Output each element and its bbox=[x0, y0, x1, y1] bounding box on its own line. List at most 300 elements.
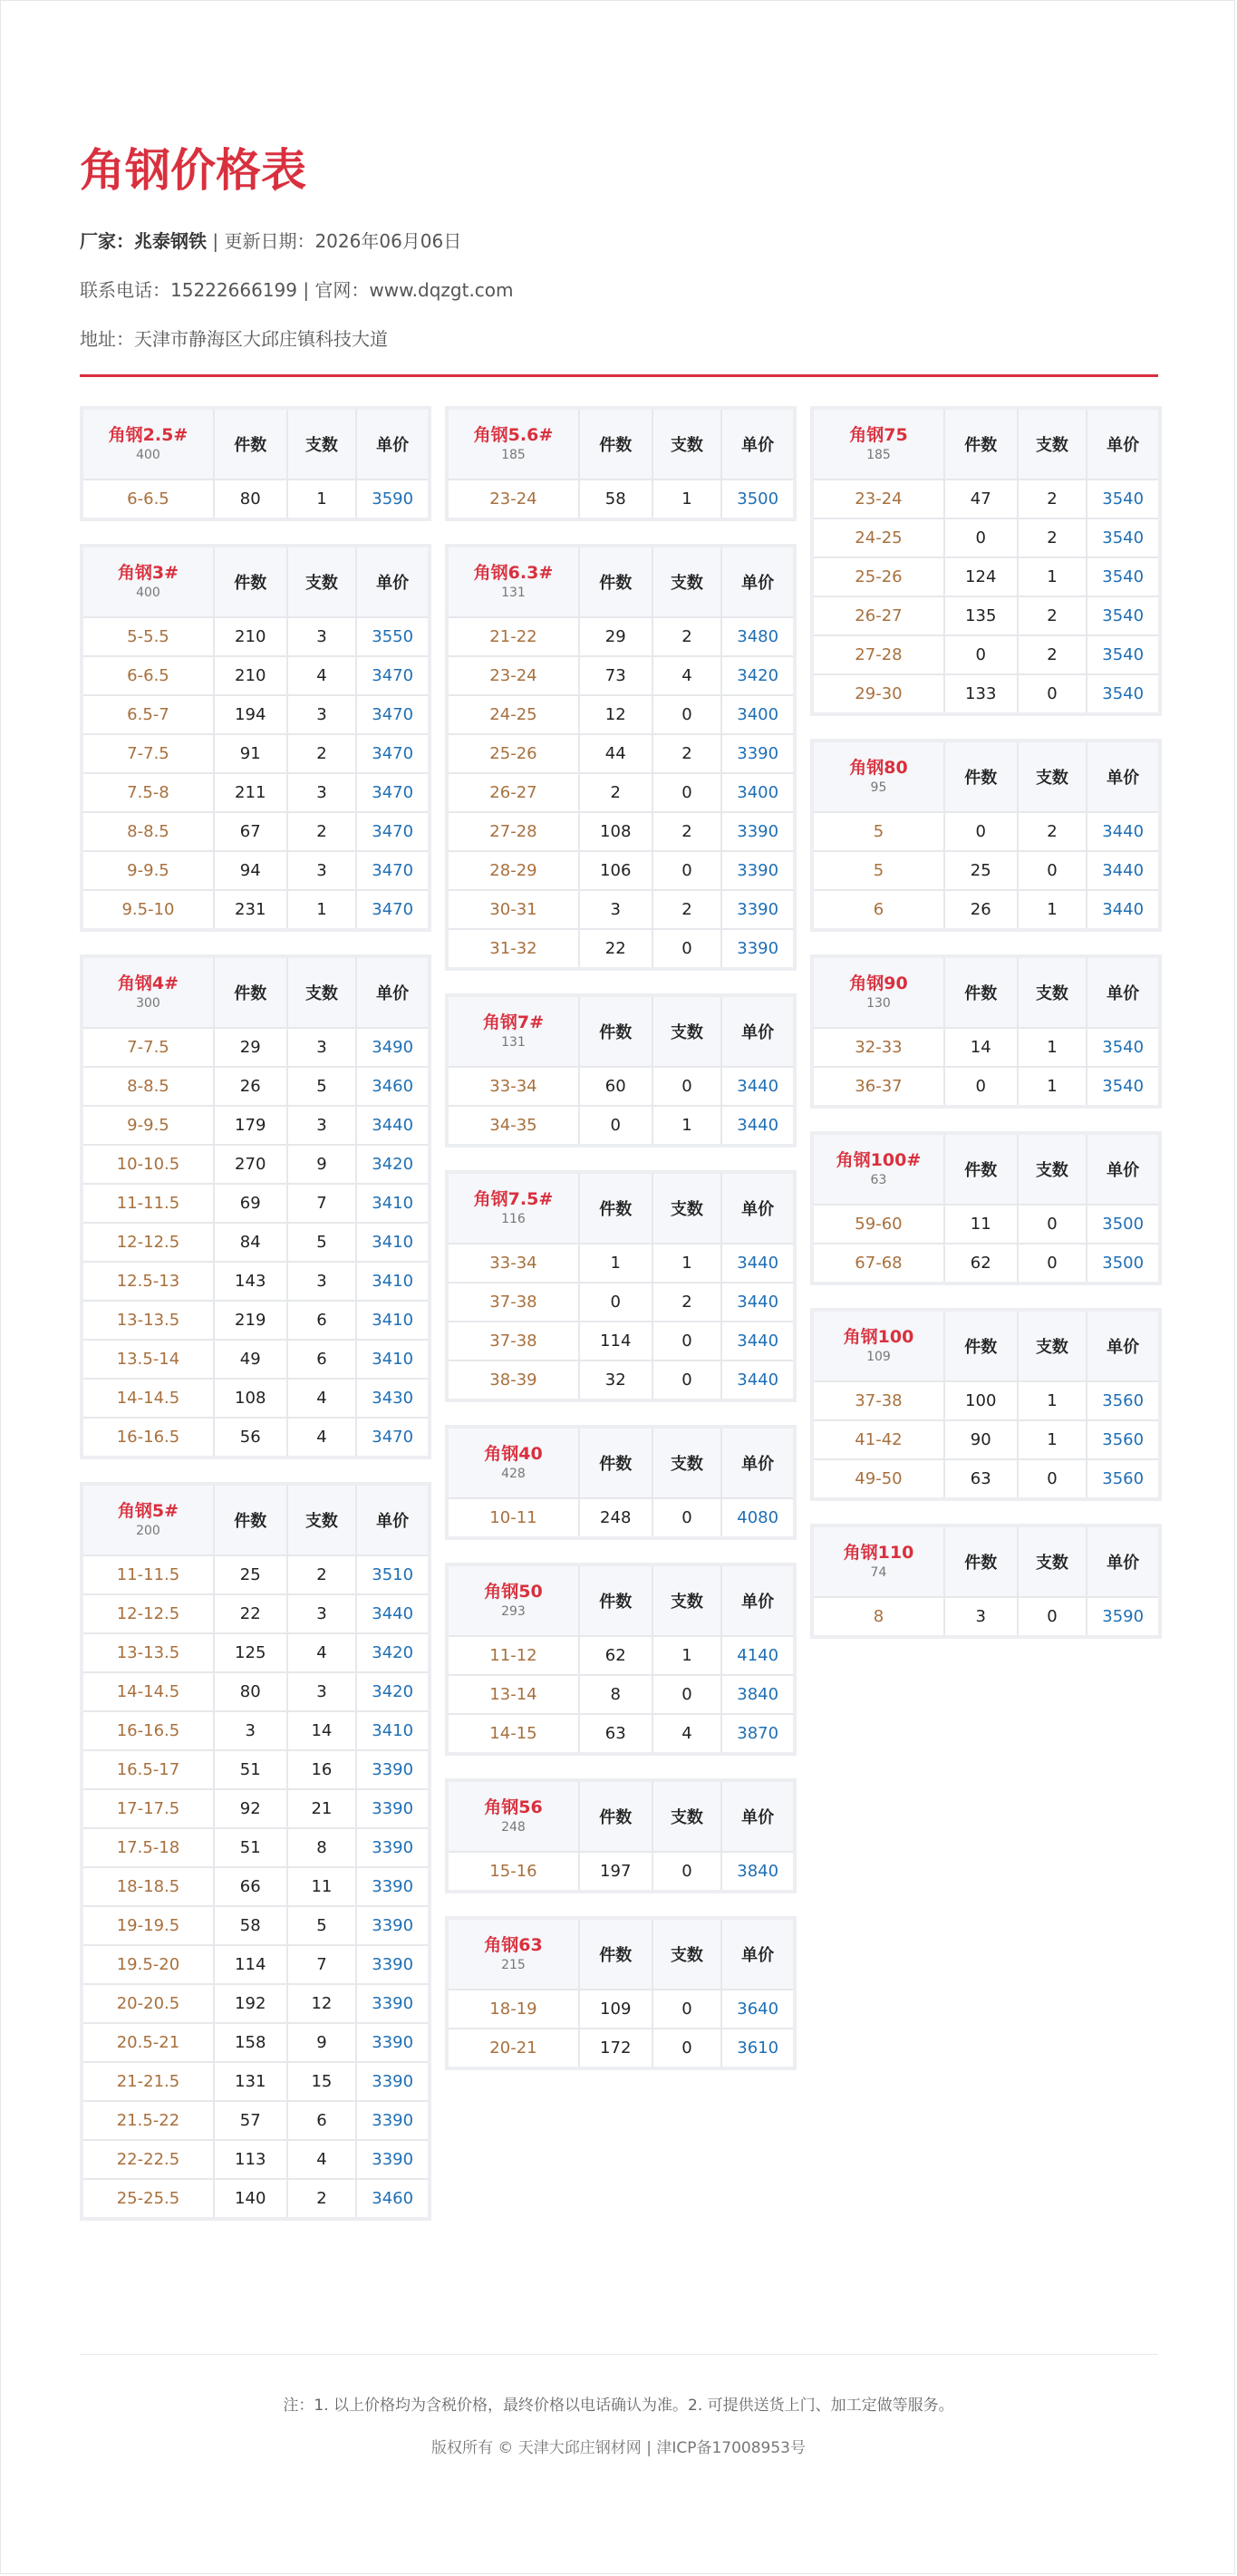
table-row bbox=[447, 890, 795, 929]
count-cell: 0 bbox=[652, 1322, 722, 1361]
pieces-cell: 58 bbox=[214, 1906, 287, 1945]
pieces-cell: 143 bbox=[214, 1262, 287, 1301]
count-cell: 11 bbox=[287, 1867, 357, 1906]
spec-cell: 33-34 bbox=[447, 1067, 579, 1106]
table-row bbox=[812, 1420, 1160, 1459]
pieces-cell: 108 bbox=[214, 1379, 287, 1418]
table-row bbox=[82, 1711, 430, 1750]
spec-cell: 10-11 bbox=[447, 1498, 579, 1538]
table-row bbox=[447, 1322, 795, 1361]
price-cell: 3470 bbox=[356, 773, 430, 812]
table-row bbox=[812, 1597, 1160, 1637]
table-row bbox=[82, 1672, 430, 1711]
price-cell: 3590 bbox=[1087, 1597, 1160, 1637]
table-row bbox=[447, 1990, 795, 2029]
product-name: 角钢6.3# bbox=[473, 563, 554, 583]
pieces-cell: 29 bbox=[579, 617, 652, 656]
count-cell: 3 bbox=[287, 1106, 357, 1145]
spec-cell: 23-24 bbox=[447, 479, 579, 519]
product-total: 400 bbox=[136, 448, 160, 462]
table-title-cell bbox=[812, 408, 944, 479]
product-total: 131 bbox=[501, 586, 526, 600]
header-count: 支数 bbox=[287, 956, 357, 1028]
count-cell: 2 bbox=[287, 812, 357, 851]
pieces-cell: 94 bbox=[214, 851, 287, 890]
price-cell: 3440 bbox=[721, 1361, 795, 1400]
pieces-cell: 135 bbox=[944, 596, 1018, 635]
header-pieces: 件数 bbox=[214, 546, 287, 617]
product-total: 248 bbox=[501, 1820, 526, 1835]
count-cell: 3 bbox=[287, 695, 357, 734]
pieces-cell: 58 bbox=[579, 479, 652, 519]
count-cell: 0 bbox=[652, 1067, 722, 1106]
pieces-cell: 47 bbox=[944, 479, 1018, 518]
table-row bbox=[447, 1067, 795, 1106]
table-row bbox=[82, 1262, 430, 1301]
count-cell: 8 bbox=[287, 1828, 357, 1867]
pieces-cell: 0 bbox=[944, 812, 1018, 851]
pieces-cell: 0 bbox=[944, 635, 1018, 674]
spec-cell: 10-10.5 bbox=[82, 1145, 214, 1184]
header-count: 支数 bbox=[652, 1564, 722, 1636]
count-cell: 5 bbox=[287, 1067, 357, 1106]
count-cell: 0 bbox=[652, 1361, 722, 1400]
price-table bbox=[80, 954, 431, 1459]
header-price: 单价 bbox=[721, 995, 795, 1067]
price-cell: 3440 bbox=[356, 1594, 430, 1633]
product-name: 角钢3# bbox=[117, 563, 179, 583]
spec-cell: 67-68 bbox=[812, 1244, 944, 1283]
header-count: 支数 bbox=[287, 1484, 357, 1555]
table-row bbox=[447, 1714, 795, 1754]
pieces-cell: 69 bbox=[214, 1184, 287, 1223]
price-table bbox=[445, 406, 797, 521]
product-name: 角钢2.5# bbox=[108, 425, 188, 445]
table-row bbox=[82, 1750, 430, 1789]
spec-cell: 8-8.5 bbox=[82, 1067, 214, 1106]
price-table bbox=[810, 406, 1162, 716]
table-title-cell bbox=[447, 1427, 579, 1498]
count-cell: 2 bbox=[652, 1283, 722, 1322]
price-cell: 3440 bbox=[721, 1244, 795, 1283]
count-cell: 3 bbox=[287, 1262, 357, 1301]
pieces-cell: 84 bbox=[214, 1223, 287, 1262]
count-cell: 1 bbox=[1018, 1028, 1087, 1067]
spec-cell: 19-19.5 bbox=[82, 1906, 214, 1945]
price-cell: 3390 bbox=[356, 1750, 430, 1789]
table-row bbox=[82, 479, 430, 519]
spec-cell: 5-5.5 bbox=[82, 617, 214, 656]
contact-line: 联系电话：15222666199 | 官网：www.dqzgt.com bbox=[80, 279, 514, 301]
spec-cell: 24-25 bbox=[812, 518, 944, 557]
pieces-cell: 124 bbox=[944, 557, 1018, 596]
price-table bbox=[445, 1170, 797, 1402]
price-cell: 3390 bbox=[356, 1984, 430, 2023]
spec-cell: 15-16 bbox=[447, 1852, 579, 1892]
header-price: 单价 bbox=[1087, 1310, 1160, 1381]
product-total: 400 bbox=[136, 586, 160, 600]
header-count: 支数 bbox=[287, 408, 357, 479]
table-row bbox=[447, 1106, 795, 1146]
spec-cell: 13-13.5 bbox=[82, 1301, 214, 1340]
table-row bbox=[82, 2101, 430, 2140]
spec-cell: 17-17.5 bbox=[82, 1789, 214, 1828]
table-row bbox=[82, 2179, 430, 2219]
table-title-cell bbox=[82, 546, 214, 617]
spec-cell: 12-12.5 bbox=[82, 1594, 214, 1633]
table-row bbox=[447, 1675, 795, 1714]
pieces-cell: 172 bbox=[579, 2029, 652, 2068]
count-cell: 4 bbox=[652, 656, 722, 695]
header-price: 单价 bbox=[356, 546, 430, 617]
pieces-cell: 62 bbox=[579, 1636, 652, 1675]
table-title-cell bbox=[447, 995, 579, 1067]
header-count: 支数 bbox=[1018, 956, 1087, 1028]
header-pieces: 件数 bbox=[944, 741, 1018, 812]
spec-cell: 9-9.5 bbox=[82, 851, 214, 890]
table-row bbox=[812, 1205, 1160, 1244]
price-cell: 3390 bbox=[356, 1867, 430, 1906]
header-pieces: 件数 bbox=[579, 1564, 652, 1636]
price-cell: 3500 bbox=[1087, 1244, 1160, 1283]
pieces-cell: 133 bbox=[944, 674, 1018, 714]
table-title-cell bbox=[812, 956, 944, 1028]
pieces-cell: 90 bbox=[944, 1420, 1018, 1459]
pieces-cell: 63 bbox=[944, 1459, 1018, 1499]
table-title-cell bbox=[82, 956, 214, 1028]
price-cell: 3420 bbox=[356, 1145, 430, 1184]
price-cell: 3470 bbox=[356, 890, 430, 930]
table-row bbox=[82, 734, 430, 773]
count-cell: 0 bbox=[652, 1675, 722, 1714]
price-cell: 3410 bbox=[356, 1340, 430, 1379]
price-cell: 3390 bbox=[356, 2140, 430, 2179]
spec-cell: 13-13.5 bbox=[82, 1633, 214, 1672]
price-table bbox=[445, 1916, 797, 2070]
header-divider bbox=[80, 374, 1158, 377]
spec-cell: 21-22 bbox=[447, 617, 579, 656]
price-cell: 3420 bbox=[356, 1633, 430, 1672]
price-cell: 3390 bbox=[356, 1906, 430, 1945]
spec-cell: 20.5-21 bbox=[82, 2023, 214, 2062]
count-cell: 7 bbox=[287, 1184, 357, 1223]
price-cell: 3390 bbox=[356, 2101, 430, 2140]
product-total: 130 bbox=[866, 996, 891, 1011]
price-table bbox=[445, 1563, 797, 1756]
pieces-cell: 73 bbox=[579, 656, 652, 695]
count-cell: 15 bbox=[287, 2062, 357, 2101]
product-name: 角钢7# bbox=[482, 1012, 545, 1032]
pieces-cell: 219 bbox=[214, 1301, 287, 1340]
count-cell: 3 bbox=[287, 617, 357, 656]
header-pieces: 件数 bbox=[214, 408, 287, 479]
product-name: 角钢63 bbox=[484, 1935, 543, 1955]
spec-cell: 18-18.5 bbox=[82, 1867, 214, 1906]
spec-cell: 28-29 bbox=[447, 851, 579, 890]
header-count: 支数 bbox=[1018, 1525, 1087, 1597]
pieces-cell: 125 bbox=[214, 1633, 287, 1672]
footer-divider bbox=[80, 2354, 1158, 2355]
spec-cell: 13.5-14 bbox=[82, 1340, 214, 1379]
table-row bbox=[447, 656, 795, 695]
pieces-cell: 3 bbox=[214, 1711, 287, 1750]
table-title-cell bbox=[447, 546, 579, 617]
table-row bbox=[82, 656, 430, 695]
pieces-cell: 106 bbox=[579, 851, 652, 890]
spec-cell: 19.5-20 bbox=[82, 1945, 214, 1984]
count-cell: 5 bbox=[287, 1223, 357, 1262]
count-cell: 0 bbox=[652, 1990, 722, 2029]
pieces-cell: 100 bbox=[944, 1381, 1018, 1420]
price-cell: 3470 bbox=[356, 656, 430, 695]
table-row bbox=[82, 1867, 430, 1906]
price-cell: 3500 bbox=[1087, 1205, 1160, 1244]
spec-cell: 23-24 bbox=[447, 656, 579, 695]
price-cell: 3540 bbox=[1087, 518, 1160, 557]
header-price: 单价 bbox=[356, 956, 430, 1028]
price-table bbox=[810, 1131, 1162, 1285]
pieces-cell: 32 bbox=[579, 1361, 652, 1400]
price-cell: 3480 bbox=[721, 617, 795, 656]
product-total: 95 bbox=[870, 780, 887, 795]
count-cell: 1 bbox=[1018, 1067, 1087, 1107]
count-cell: 2 bbox=[1018, 518, 1087, 557]
price-cell: 3460 bbox=[356, 1067, 430, 1106]
product-name: 角钢75 bbox=[849, 425, 908, 445]
pieces-cell: 22 bbox=[214, 1594, 287, 1633]
table-row bbox=[82, 1945, 430, 1984]
pieces-cell: 56 bbox=[214, 1418, 287, 1457]
pieces-cell: 0 bbox=[944, 518, 1018, 557]
price-cell: 3390 bbox=[721, 734, 795, 773]
spec-cell: 34-35 bbox=[447, 1106, 579, 1146]
header-price: 单价 bbox=[721, 408, 795, 479]
pieces-cell: 91 bbox=[214, 734, 287, 773]
spec-cell: 27-28 bbox=[812, 635, 944, 674]
price-cell: 3440 bbox=[721, 1283, 795, 1322]
header-price: 单价 bbox=[721, 1172, 795, 1244]
table-row bbox=[82, 617, 430, 656]
count-cell: 2 bbox=[1018, 596, 1087, 635]
price-cell: 3410 bbox=[356, 1262, 430, 1301]
price-cell: 3470 bbox=[356, 851, 430, 890]
table-row bbox=[812, 1459, 1160, 1499]
table-row bbox=[812, 635, 1160, 674]
pieces-cell: 51 bbox=[214, 1750, 287, 1789]
table-row bbox=[812, 1244, 1160, 1283]
table-row bbox=[82, 1340, 430, 1379]
pieces-cell: 25 bbox=[944, 851, 1018, 890]
count-cell: 0 bbox=[1018, 674, 1087, 714]
spec-cell: 37-38 bbox=[447, 1283, 579, 1322]
count-cell: 2 bbox=[1018, 812, 1087, 851]
pieces-cell: 108 bbox=[579, 812, 652, 851]
spec-cell: 23-24 bbox=[812, 479, 944, 518]
header-price: 单价 bbox=[1087, 408, 1160, 479]
product-total: 185 bbox=[501, 448, 526, 462]
table-title-cell bbox=[812, 1525, 944, 1597]
spec-cell: 17.5-18 bbox=[82, 1828, 214, 1867]
price-table bbox=[810, 954, 1162, 1109]
pieces-cell: 194 bbox=[214, 695, 287, 734]
pieces-cell: 158 bbox=[214, 2023, 287, 2062]
spec-cell: 26-27 bbox=[812, 596, 944, 635]
pieces-cell: 63 bbox=[579, 1714, 652, 1754]
header-price: 单价 bbox=[721, 1427, 795, 1498]
product-total: 131 bbox=[501, 1035, 526, 1050]
price-cell: 3390 bbox=[356, 1789, 430, 1828]
product-name: 角钢5.6# bbox=[473, 425, 554, 445]
table-row bbox=[812, 1067, 1160, 1107]
table-row bbox=[447, 1852, 795, 1892]
spec-cell: 6 bbox=[812, 890, 944, 930]
pieces-cell: 60 bbox=[579, 1067, 652, 1106]
header-price: 单价 bbox=[721, 546, 795, 617]
spec-cell: 49-50 bbox=[812, 1459, 944, 1499]
header-count: 支数 bbox=[1018, 408, 1087, 479]
spec-cell: 7.5-8 bbox=[82, 773, 214, 812]
pieces-cell: 80 bbox=[214, 479, 287, 519]
table-row bbox=[812, 812, 1160, 851]
spec-cell: 38-39 bbox=[447, 1361, 579, 1400]
count-cell: 0 bbox=[652, 1852, 722, 1892]
spec-cell: 20-21 bbox=[447, 2029, 579, 2068]
pieces-cell: 80 bbox=[214, 1672, 287, 1711]
price-cell: 3540 bbox=[1087, 674, 1160, 714]
header-count: 支数 bbox=[1018, 1310, 1087, 1381]
spec-cell: 6-6.5 bbox=[82, 656, 214, 695]
table-row bbox=[82, 1906, 430, 1945]
header-pieces: 件数 bbox=[944, 1525, 1018, 1597]
table-row bbox=[82, 1828, 430, 1867]
count-cell: 1 bbox=[1018, 557, 1087, 596]
pieces-cell: 114 bbox=[214, 1945, 287, 1984]
count-cell: 4 bbox=[287, 1418, 357, 1457]
spec-cell: 18-19 bbox=[447, 1990, 579, 2029]
header-pieces: 件数 bbox=[579, 1780, 652, 1852]
count-cell: 1 bbox=[1018, 1420, 1087, 1459]
header-price: 单价 bbox=[356, 408, 430, 479]
header-pieces: 件数 bbox=[944, 1133, 1018, 1205]
price-cell: 3390 bbox=[721, 929, 795, 969]
count-cell: 21 bbox=[287, 1789, 357, 1828]
price-cell: 3490 bbox=[356, 1028, 430, 1067]
header-count: 支数 bbox=[652, 1172, 722, 1244]
table-row bbox=[82, 2140, 430, 2179]
spec-cell: 9.5-10 bbox=[82, 890, 214, 930]
price-cell: 3560 bbox=[1087, 1381, 1160, 1420]
product-name: 角钢100# bbox=[836, 1150, 922, 1170]
count-cell: 14 bbox=[287, 1711, 357, 1750]
spec-cell: 33-34 bbox=[447, 1244, 579, 1283]
spec-cell: 30-31 bbox=[447, 890, 579, 929]
price-cell: 3440 bbox=[721, 1067, 795, 1106]
table-title-cell bbox=[812, 1310, 944, 1381]
pieces-cell: 248 bbox=[579, 1498, 652, 1538]
price-cell: 3840 bbox=[721, 1852, 795, 1892]
table-row bbox=[82, 695, 430, 734]
header-count: 支数 bbox=[1018, 1133, 1087, 1205]
table-row bbox=[82, 812, 430, 851]
header-count: 支数 bbox=[652, 546, 722, 617]
count-cell: 0 bbox=[652, 695, 722, 734]
table-row bbox=[82, 1633, 430, 1672]
header-price: 单价 bbox=[721, 1918, 795, 1990]
count-cell: 4 bbox=[287, 656, 357, 695]
price-cell: 3470 bbox=[356, 812, 430, 851]
price-cell: 3470 bbox=[356, 695, 430, 734]
header-pieces: 件数 bbox=[579, 1918, 652, 1990]
price-cell: 3440 bbox=[1087, 851, 1160, 890]
pieces-cell: 3 bbox=[579, 890, 652, 929]
table-row bbox=[447, 929, 795, 969]
table-row bbox=[82, 890, 430, 930]
pieces-cell: 210 bbox=[214, 656, 287, 695]
spec-cell: 12-12.5 bbox=[82, 1223, 214, 1262]
count-cell: 2 bbox=[287, 2179, 357, 2219]
spec-cell: 9-9.5 bbox=[82, 1106, 214, 1145]
count-cell: 5 bbox=[287, 1906, 357, 1945]
table-row bbox=[447, 695, 795, 734]
price-column bbox=[445, 406, 797, 2093]
count-cell: 1 bbox=[652, 479, 722, 519]
price-cell: 3400 bbox=[721, 773, 795, 812]
spec-cell: 13-14 bbox=[447, 1675, 579, 1714]
table-row bbox=[82, 2062, 430, 2101]
product-total: 116 bbox=[501, 1212, 526, 1226]
table-row bbox=[447, 734, 795, 773]
price-cell: 3470 bbox=[356, 734, 430, 773]
spec-cell: 16-16.5 bbox=[82, 1711, 214, 1750]
header-price: 单价 bbox=[721, 1780, 795, 1852]
price-cell: 3390 bbox=[356, 1828, 430, 1867]
table-title-cell bbox=[447, 1918, 579, 1990]
spec-cell: 31-32 bbox=[447, 929, 579, 969]
spec-cell: 12.5-13 bbox=[82, 1262, 214, 1301]
table-row bbox=[447, 479, 795, 519]
header-pieces: 件数 bbox=[944, 956, 1018, 1028]
price-cell: 3410 bbox=[356, 1301, 430, 1340]
header-count: 支数 bbox=[652, 1918, 722, 1990]
count-cell: 6 bbox=[287, 1301, 357, 1340]
product-total: 300 bbox=[136, 996, 160, 1011]
price-table bbox=[445, 993, 797, 1148]
product-total: 215 bbox=[501, 1958, 526, 1972]
count-cell: 2 bbox=[287, 1555, 357, 1594]
header-count: 支数 bbox=[652, 995, 722, 1067]
table-row bbox=[82, 1145, 430, 1184]
header-price: 单价 bbox=[1087, 1525, 1160, 1597]
count-cell: 0 bbox=[652, 773, 722, 812]
count-cell: 4 bbox=[287, 1379, 357, 1418]
product-name: 角钢90 bbox=[849, 973, 908, 993]
product-name: 角钢40 bbox=[484, 1444, 543, 1464]
spec-cell: 29-30 bbox=[812, 674, 944, 714]
header-pieces: 件数 bbox=[944, 408, 1018, 479]
table-title-cell bbox=[812, 1133, 944, 1205]
price-column bbox=[80, 406, 431, 2243]
count-cell: 1 bbox=[1018, 1381, 1087, 1420]
price-table bbox=[810, 739, 1162, 932]
pieces-cell: 67 bbox=[214, 812, 287, 851]
spec-cell: 11-12 bbox=[447, 1636, 579, 1675]
count-cell: 9 bbox=[287, 2023, 357, 2062]
footer-copyright: 版权所有 © 天津大邱庄钢材网 | 津ICP备17008953号 bbox=[430, 2439, 806, 2457]
price-cell: 3440 bbox=[356, 1106, 430, 1145]
price-cell: 3430 bbox=[356, 1379, 430, 1418]
pieces-cell: 26 bbox=[214, 1067, 287, 1106]
header-pieces: 件数 bbox=[579, 1172, 652, 1244]
